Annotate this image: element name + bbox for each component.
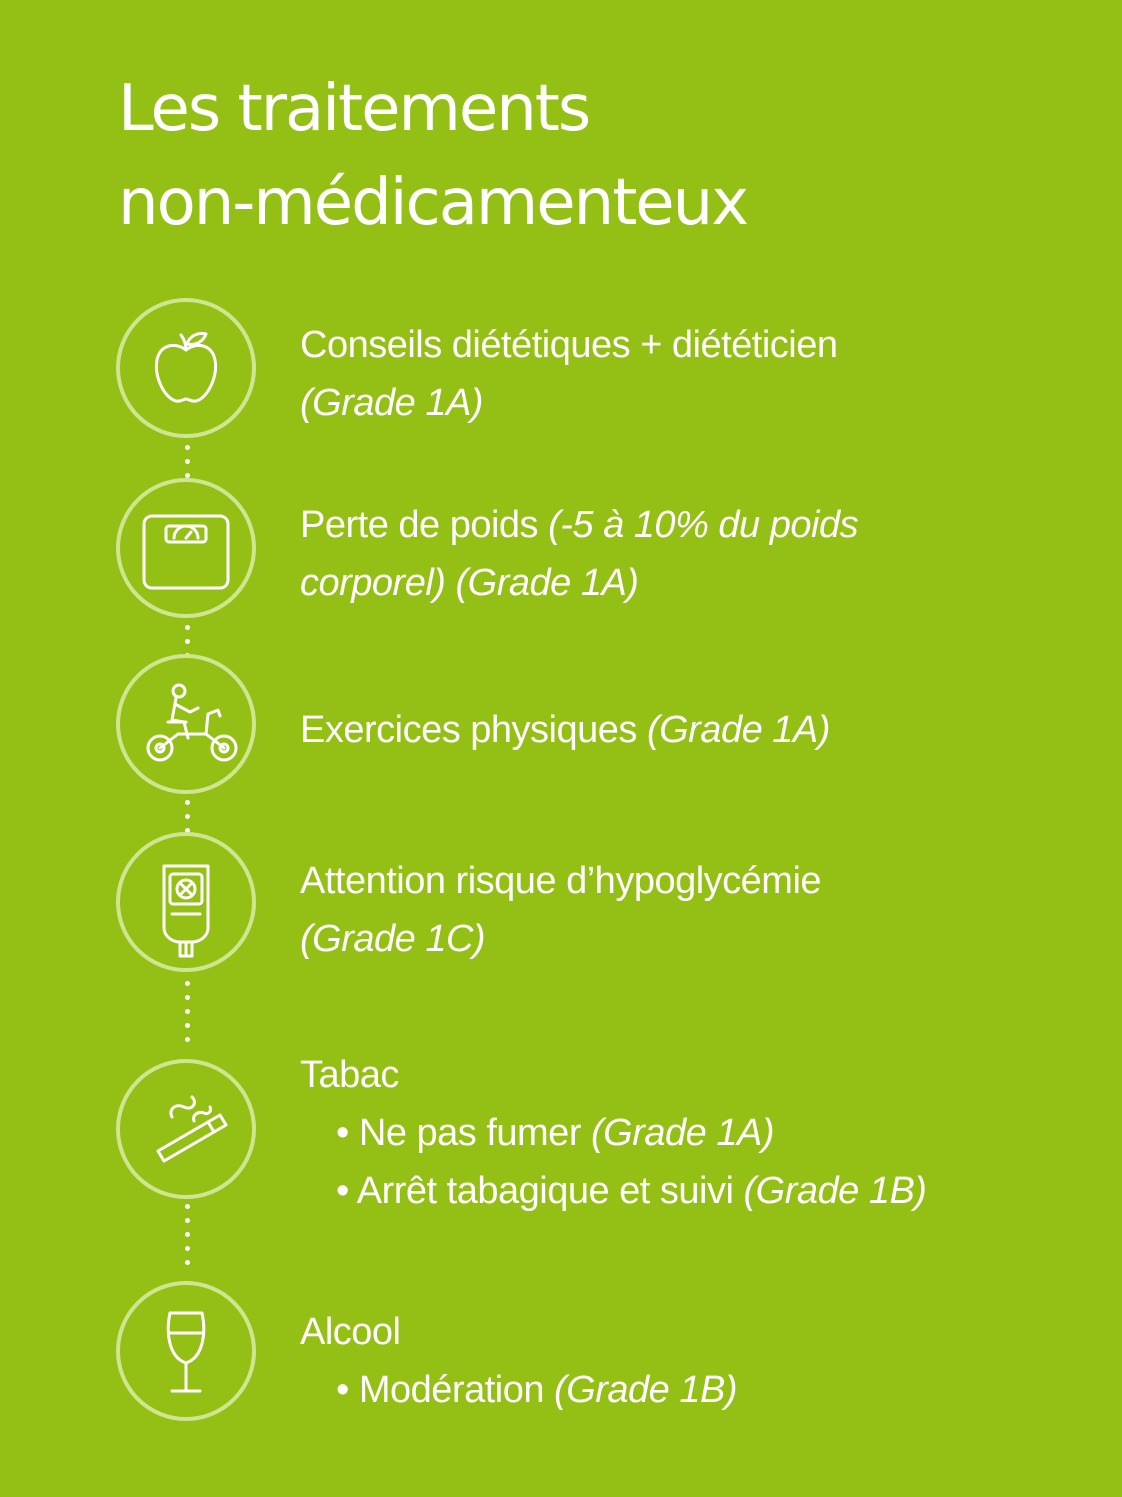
bullet-grade: (Grade 1B) xyxy=(554,1369,738,1411)
item-weight-loss-detail-2: corporel) (Grade 1A) xyxy=(300,562,639,604)
connector-dots xyxy=(184,981,190,1051)
item-weight-loss xyxy=(300,496,858,612)
apple-icon-circle xyxy=(116,298,256,438)
item-exercise-label: Exercices physiques xyxy=(300,709,647,751)
scale-icon xyxy=(120,482,252,614)
bullet-grade: (Grade 1B) xyxy=(743,1170,927,1212)
connector-dots xyxy=(184,1204,190,1274)
item-tobacco xyxy=(300,1046,926,1220)
item-alcohol xyxy=(300,1303,737,1419)
glucometer-icon-circle xyxy=(116,832,256,972)
list-item xyxy=(300,1162,926,1220)
item-dietetic xyxy=(300,316,838,432)
item-tobacco-label: Tabac xyxy=(300,1054,399,1096)
bullet-text: Arrêt tabagique et suivi xyxy=(356,1170,744,1212)
bullet-grade: (Grade 1A) xyxy=(591,1112,774,1154)
list-item xyxy=(300,1104,926,1162)
exercise-bike-icon-circle xyxy=(116,654,256,794)
bullet-text: Modération xyxy=(358,1369,555,1411)
exercise-bike-icon xyxy=(120,658,252,790)
wine-glass-icon xyxy=(120,1285,252,1417)
item-exercise xyxy=(300,701,830,759)
title-line-2: non-médicamenteux xyxy=(118,166,748,240)
item-hypoglycemia-label: Attention risque d’hypoglycémie xyxy=(300,860,822,902)
title-line-1: Les traitements xyxy=(118,72,590,146)
item-dietetic-grade: (Grade 1A) xyxy=(300,382,483,424)
item-weight-loss-label: Perte de poids xyxy=(300,504,549,546)
cigarette-icon-circle xyxy=(116,1059,256,1199)
bullet-text: Ne pas fumer xyxy=(358,1112,592,1154)
item-hypoglycemia-grade: (Grade 1C) xyxy=(300,918,486,960)
item-dietetic-label: Conseils diététiques + diététicien xyxy=(300,324,838,366)
apple-icon xyxy=(120,302,252,434)
item-weight-loss-detail-1: (-5 à 10% du poids xyxy=(548,504,859,546)
item-exercise-grade: (Grade 1A) xyxy=(646,709,830,751)
glucometer-icon xyxy=(120,836,252,968)
item-alcohol-label: Alcool xyxy=(300,1311,401,1353)
cigarette-icon xyxy=(120,1063,252,1195)
item-hypoglycemia xyxy=(300,852,821,968)
list-item xyxy=(300,1361,737,1419)
wine-glass-icon-circle xyxy=(116,1281,256,1421)
scale-icon-circle xyxy=(116,478,256,618)
page-title xyxy=(118,62,747,250)
